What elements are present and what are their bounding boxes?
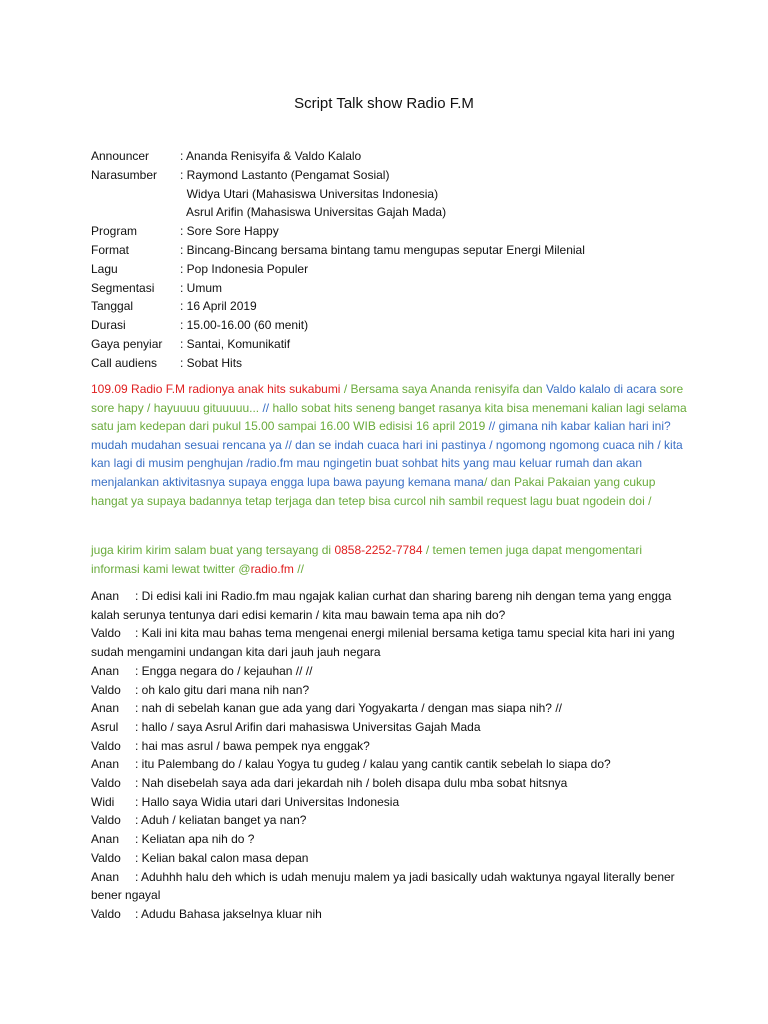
meta-value: : Santai, Komunikatif — [180, 336, 291, 351]
intro-segment: sore sore hapy / hayuuuu gituuuuu... — [91, 382, 684, 415]
dialog-text: : oh kalo gitu dari mana nih nan? — [135, 682, 310, 697]
meta-value: : Ananda Renisyifa & Valdo Kalalo — [180, 149, 362, 163]
meta-row — [91, 260, 585, 279]
dialog-text: : Engga negara do / kejauhan // // — [135, 663, 313, 678]
dialog-text: : itu Palembang do / kalau Yogya tu gudeg / kalau yang cantik cantik sebelah lo siapa do? — [135, 757, 611, 772]
meta-key: Program — [91, 224, 138, 239]
dialog-text: : Aduhhh halu deh which is udah menuju malem ya jadi basically udah waktunya ngayal literally bener bener ngayal — [91, 869, 675, 903]
dialog-text: : Hallo saya Widia utari dari Universitas Indonesia — [135, 794, 400, 809]
dialog-line — [91, 849, 681, 868]
meta-value: : Raymond Lastanto (Pengamat Sosial) — [180, 167, 390, 182]
speaker-name: Valdo — [91, 776, 121, 791]
dialog-text: : hai mas asrul / bawa pempek nya enggak? — [135, 738, 370, 753]
dialog-text: : Nah disebelah saya ada dari jekardah nih / boleh disapa dulu mba sobat hitsnya — [135, 776, 568, 791]
speaker-name: Anan — [91, 869, 120, 884]
intro-segment: // gimana nih kabar kalian hari ini? mudah mudahan sesuai rencana ya // dan se indah cuaca hari ini pastinya / ngomong ngomong cuaca nih / kita kan lagi di musim penghujan /radio.fm mau ngingetin buat sohbat hits yang mau keluar rumah dan akan menjalankan aktivitasnya supaya engga lupa bawa payung kemana mana — [91, 419, 683, 489]
dialog-line — [91, 755, 681, 774]
meta-value: Asrul Arifin (Mahasiswa Universitas Gajah Mada) — [180, 205, 447, 220]
speaker-name: Anan — [91, 589, 120, 603]
speaker-name: Valdo — [91, 813, 121, 828]
speaker-name: Valdo — [91, 906, 121, 921]
speaker-name: Widi — [91, 794, 115, 809]
dialog-text: : nah di sebelah kanan gue ada yang dari Yogyakarta / dengan mas siapa nih? // — [135, 701, 562, 716]
intro-segment: / Bersama saya Ananda renisyifa dan — [340, 382, 546, 396]
document-title: Script Talk show Radio F.M — [294, 95, 474, 112]
dialog-line — [91, 699, 681, 718]
dialog-line — [91, 624, 681, 661]
salam-segment: juga kirim kirim salam buat yang tersayang di — [91, 543, 335, 557]
dialog-line — [91, 662, 681, 681]
dialog-script — [91, 587, 681, 924]
meta-key: Gaya penyiar — [91, 336, 163, 351]
intro-segment: hallo sobat hits seneng banget rasanya kita bisa menemani kalian lagi selama satu jam kedepan dari pukul 15.00 sampai 16.00 WIB edisisi 16 april 2019 — [91, 400, 687, 434]
meta-row — [91, 354, 585, 373]
salam-segment: 0858-2252-7784 — [334, 543, 423, 557]
speaker-name: Anan — [91, 701, 120, 716]
meta-key: Segmentasi — [91, 280, 155, 295]
salam-segment: // — [293, 561, 304, 576]
dialog-text: : Kali ini kita mau bahas tema mengenai energi milenial bersama ketiga tamu special kita hari ini yang sudah mengamini undangan kita dari jauh jauh negara — [91, 626, 675, 660]
intro-paragraph — [91, 380, 691, 510]
salam-paragraph — [91, 541, 691, 578]
speaker-name: Valdo — [91, 682, 121, 697]
speaker-name: Valdo — [91, 850, 121, 865]
meta-key: Narasumber — [91, 167, 158, 182]
dialog-line — [91, 681, 681, 700]
meta-row — [91, 203, 585, 222]
intro-segment: // — [259, 400, 273, 415]
meta-row — [91, 241, 585, 260]
intro-segment: / dan Pakai Pakaian yang cukup hangat ya supaya badannya tetap terjaga dan tetep bisa curcol nih sambil request lagu buat ngodein doi / — [91, 474, 656, 508]
meta-value: : Sore Sore Happy — [180, 224, 279, 239]
meta-key — [91, 185, 180, 204]
meta-value: : Sobat Hits — [180, 355, 243, 370]
meta-row — [91, 279, 585, 298]
meta-row — [91, 185, 585, 204]
meta-key: Format — [91, 242, 130, 257]
intro-segment: Valdo kalalo di acara — [545, 382, 660, 396]
meta-value: : Pop Indonesia Populer — [180, 261, 309, 276]
script-metadata — [91, 147, 585, 373]
salam-segment: / temen temen juga dapat mengomentari informasi kami lewat twitter @ — [91, 543, 642, 576]
meta-value: Widya Utari (Mahasiswa Universitas Indonesia) — [180, 186, 439, 201]
meta-key: Tanggal — [91, 299, 134, 314]
dialog-text: : Kelian bakal calon masa depan — [135, 850, 309, 865]
meta-value: : 15.00-16.00 (60 menit) — [180, 318, 309, 333]
meta-key: Durasi — [91, 318, 126, 333]
meta-row — [91, 166, 585, 185]
speaker-name: Anan — [91, 663, 120, 678]
dialog-line — [91, 868, 681, 905]
dialog-line — [91, 737, 681, 756]
meta-row — [91, 335, 585, 354]
speaker-name: Valdo — [91, 626, 121, 641]
meta-row — [91, 297, 585, 316]
dialog-line — [91, 830, 681, 849]
meta-key: Lagu — [91, 261, 118, 276]
meta-value: : Bincang-Bincang bersama bintang tamu mengupas seputar Energi Milenial — [180, 242, 585, 257]
meta-row — [91, 222, 585, 241]
speaker-name: Anan — [91, 757, 120, 772]
meta-value: : Umum — [180, 280, 222, 295]
dialog-line — [91, 587, 681, 624]
speaker-name: Anan — [91, 832, 120, 847]
meta-value: : 16 April 2019 — [180, 299, 257, 314]
dialog-line — [91, 793, 681, 812]
meta-row — [91, 316, 585, 335]
dialog-line — [91, 774, 681, 793]
salam-segment: radio.fm — [250, 561, 294, 576]
dialog-text: : hallo / saya Asrul Arifin dari mahasiswa Universitas Gajah Mada — [135, 719, 481, 734]
meta-row — [91, 147, 585, 166]
intro-segment: 109.09 Radio F.M radionya anak hits sukabumi — [91, 382, 341, 396]
meta-key: Call audiens — [91, 355, 158, 370]
dialog-line — [91, 811, 681, 830]
dialog-text: : Adudu Bahasa jakselnya kluar nih — [135, 906, 322, 921]
dialog-line — [91, 905, 681, 924]
dialog-text: : Aduh / keliatan banget ya nan? — [135, 813, 307, 828]
speaker-name: Valdo — [91, 738, 121, 753]
speaker-name: Asrul — [91, 719, 119, 734]
meta-key: Announcer — [91, 149, 150, 163]
meta-key — [91, 203, 180, 222]
dialog-line — [91, 718, 681, 737]
dialog-text: : Keliatan apa nih do ? — [135, 832, 255, 847]
dialog-text: : Di edisi kali ini Radio.fm mau ngajak kalian curhat dan sharing bareng nih dengan tema yang engga kalah serunya tentunya dari edisi kemarin / kita mau bawain tema apa nih do? — [91, 589, 672, 622]
